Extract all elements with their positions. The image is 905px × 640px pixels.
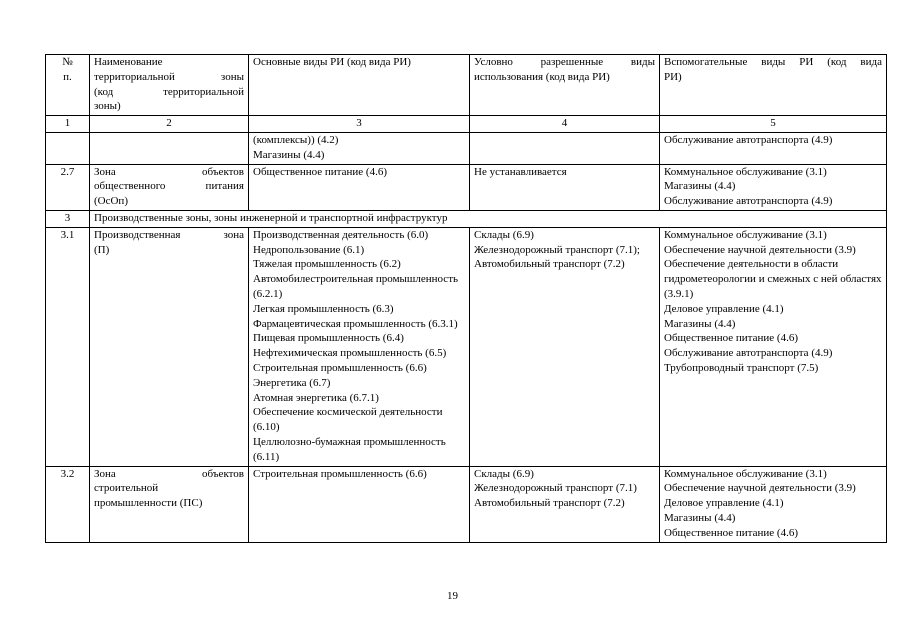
main-item: Атомная энергетика (6.7.1)	[253, 391, 379, 404]
conditional-item: Склады (6.9)	[474, 228, 534, 241]
main-item: Энергетика (6.7)	[253, 376, 331, 389]
row-conditional	[470, 164, 660, 210]
table-row	[46, 227, 887, 466]
aux-item: Трубопроводный транспорт (7.5)	[664, 361, 819, 374]
column-number: 5	[660, 116, 887, 133]
row-conditional	[470, 466, 660, 542]
aux-item: Магазины (4.4)	[664, 180, 736, 193]
main-item: Фармацевтическая промышленность (6.3.1)	[253, 317, 458, 330]
row-zone	[90, 132, 249, 164]
aux-item: Обеспечение научной деятельности (3.9)	[664, 243, 856, 256]
header-main: Основные виды РИ (код вида РИ)	[249, 55, 470, 116]
aux-item: Магазины (4.4)	[664, 511, 736, 524]
conditional-item: Автомобильный транспорт (7.2)	[474, 258, 625, 271]
zones-table	[45, 54, 887, 543]
row-main	[249, 164, 470, 210]
header-zone: Наименование территориальной зоны (код территориальной зоны)	[90, 55, 249, 116]
main-item: Тяжелая промышленность (6.2)	[253, 258, 401, 271]
row-num: 3.2	[46, 466, 90, 542]
row-main	[249, 132, 470, 164]
column-number-row	[46, 116, 887, 133]
table-header-row	[46, 55, 887, 116]
main-item: Строительная промышленность (6.6)	[253, 467, 427, 480]
aux-item: Общественное питание (4.6)	[664, 332, 798, 345]
row-num: 2.7	[46, 164, 90, 210]
row-auxiliary	[660, 227, 887, 466]
row-zone: Зона объектов общественного питания (ОсОп)	[90, 164, 249, 210]
row-num	[46, 132, 90, 164]
row-num: 3.1	[46, 227, 90, 466]
main-item: (комплексы)) (4.2)	[253, 133, 339, 146]
row-auxiliary	[660, 164, 887, 210]
main-item: Нефтехимическая промышленность (6.5)	[253, 347, 447, 360]
conditional-item: Железнодорожный транспорт (7.1);	[474, 243, 640, 256]
main-item: Магазины (4.4)	[253, 148, 325, 161]
header-auxiliary: Вспомогательные виды РИ (код вида РИ)	[660, 55, 887, 116]
main-item: Недропользование (6.1)	[253, 243, 365, 256]
main-item: Производственная деятельность (6.0)	[253, 228, 429, 241]
aux-item: Коммунальное обслуживание (3.1)	[664, 165, 827, 178]
column-number: 2	[90, 116, 249, 133]
conditional-item: Железнодорожный транспорт (7.1)	[474, 482, 637, 495]
page-number: 19	[447, 590, 458, 602]
row-conditional	[470, 227, 660, 466]
row-conditional	[470, 132, 660, 164]
header-conditional: Условно разрешенные виды использования (код вида РИ)	[470, 55, 660, 116]
main-item: Строительная промышленность (6.6)	[253, 361, 427, 374]
aux-item: Обслуживание автотранспорта (4.9)	[664, 347, 833, 360]
table-row	[46, 164, 887, 210]
main-item: Целлюлозно-бумажная промышленность (6.11)	[253, 435, 446, 463]
column-number: 3	[249, 116, 470, 133]
aux-item: Обслуживание автотранспорта (4.9)	[664, 195, 833, 208]
row-zone: Зона объектов строительной промышленности (ПС)	[90, 466, 249, 542]
main-item: Общественное питание (4.6)	[253, 165, 387, 178]
row-num: 3	[46, 210, 90, 227]
aux-item: Общественное питание (4.6)	[664, 526, 798, 539]
aux-item: Обслуживание автотранспорта (4.9)	[664, 133, 833, 146]
header-num: № п.	[46, 55, 90, 116]
conditional-item: Не устанавливается	[474, 165, 567, 178]
row-main	[249, 466, 470, 542]
table-row	[46, 132, 887, 164]
aux-item: Магазины (4.4)	[664, 317, 736, 330]
aux-item: Обеспечение деятельности в области гидрометеорологии и смежных с ней областях (3.9.1)	[664, 258, 882, 300]
main-item: Пищевая промышленность (6.4)	[253, 332, 404, 345]
section-title: Производственные зоны, зоны инженерной и транспортной инфраструктур	[90, 210, 887, 227]
row-auxiliary	[660, 132, 887, 164]
aux-item: Деловое управление (4.1)	[664, 302, 784, 315]
row-main	[249, 227, 470, 466]
table-row	[46, 466, 887, 542]
main-item: Обеспечение космической деятельности (6.10)	[253, 406, 443, 434]
aux-item: Обеспечение научной деятельности (3.9)	[664, 482, 856, 495]
section-row	[46, 210, 887, 227]
aux-item: Деловое управление (4.1)	[664, 497, 784, 510]
row-zone: Производственная зона (П)	[90, 227, 249, 466]
column-number: 1	[46, 116, 90, 133]
row-auxiliary	[660, 466, 887, 542]
column-number: 4	[470, 116, 660, 133]
conditional-item: Склады (6.9)	[474, 467, 534, 480]
main-item: Автомобилестроительная промышленность (6.2.1)	[253, 273, 459, 300]
aux-item: Коммунальное обслуживание (3.1)	[664, 467, 827, 480]
conditional-item: Автомобильный транспорт (7.2)	[474, 497, 625, 510]
aux-item: Коммунальное обслуживание (3.1)	[664, 228, 827, 241]
main-item: Легкая промышленность (6.3)	[253, 302, 394, 315]
